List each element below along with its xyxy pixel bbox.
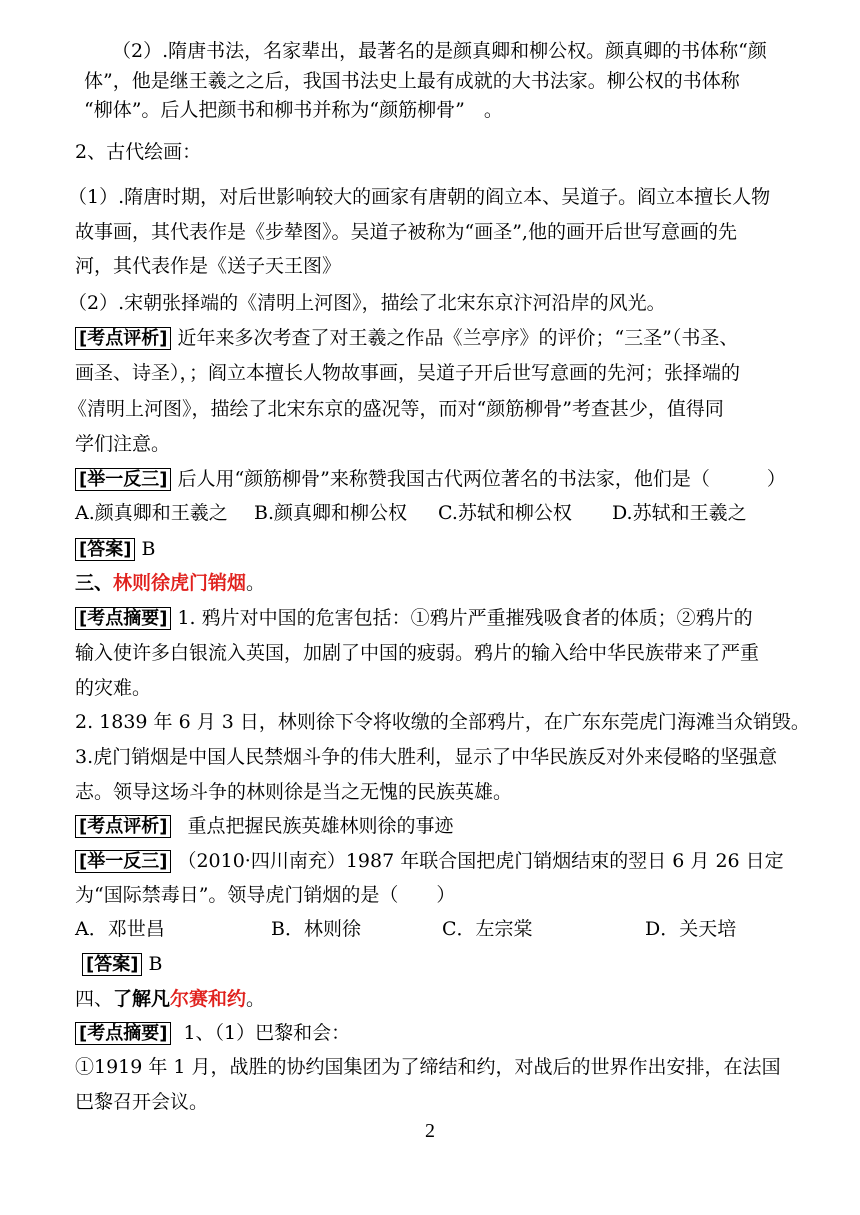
- paragraph-line: 3.虎门销烟是中国人民禁烟斗争的伟大胜利，显示了中华民族反对外来侵略的坚强意: [75, 746, 778, 768]
- paragraph-line: （1）.隋唐时期，对后世影响较大的画家有唐朝的阎立本、吴道子。阎立本擅长人物: [68, 186, 771, 208]
- option-b: B．林则徐: [271, 918, 361, 940]
- paragraph-line: 巴黎召开会议。: [75, 1091, 209, 1113]
- paragraph-line: （2）.隋唐书法，名家辈出，最著名的是颜真卿和柳公权。颜真卿的书体称“颜: [112, 40, 767, 62]
- section-heading: 2、古代绘画：: [75, 141, 202, 163]
- question-tag: [举一反三]: [75, 468, 171, 491]
- section-prefix: 四、: [75, 988, 114, 1010]
- question-text: （2010·四川南充）1987 年联合国把虎门销烟结束的翌日 6 月 26 日定: [177, 850, 784, 872]
- option-a: A.颜真卿和王羲之: [75, 502, 228, 524]
- question-tag: [举一反三]: [75, 850, 171, 873]
- summary-tag: [考点摘要]: [75, 607, 171, 630]
- paragraph-line: 河，其代表作是《送子天王图》: [75, 255, 342, 277]
- paragraph-line: 为“国际禁毒日”。领导虎门销烟的是（ ）: [75, 884, 456, 906]
- answer-value: B: [148, 953, 163, 975]
- summary-line: [75, 605, 753, 632]
- option-d: D.苏轼和王羲之: [612, 502, 747, 524]
- paragraph-line: 故事画，其代表作是《步辇图》。吴道子被称为“画圣”,他的画开后世写意画的先: [75, 221, 737, 243]
- paragraph-line: 《清明上河图》，描绘了北宋东京的盛况等，而对“颜筋柳骨”考查甚少，值得同: [68, 398, 724, 420]
- option-d: D．关天培: [645, 918, 737, 940]
- answer-tag: [答案]: [75, 538, 135, 561]
- paragraph-line: 画圣、诗圣），；阎立本擅长人物故事画，吴道子开后世写意画的先河；张择端的: [75, 362, 741, 384]
- summary-line: [75, 1020, 350, 1047]
- summary-tag: [考点摘要]: [75, 1022, 171, 1045]
- evaluation-tag: [考点评析]: [75, 815, 171, 838]
- section-pre-title: 了解凡: [113, 988, 171, 1010]
- paragraph-line: 体”，他是继王羲之之后，我国书法史上最有成就的大书法家。柳公权的书体称: [84, 70, 740, 92]
- section-title: [75, 986, 265, 1012]
- paragraph-line: ①1919 年 1 月，战胜的协约国集团为了缔结和约，对战后的世界作出安排，在法国: [75, 1056, 781, 1078]
- paragraph-line: 志。领导这场斗争的林则徐是当之无愧的民族英雄。: [75, 781, 513, 803]
- section-title-red: 尔赛和约: [170, 988, 247, 1010]
- summary-text: 1、（1）巴黎和会：: [183, 1022, 351, 1044]
- option-c: C．左宗棠: [442, 918, 533, 940]
- section-title-red: 林则徐虎门销烟: [113, 572, 247, 594]
- option-c: C.苏轼和柳公权: [438, 502, 572, 524]
- paragraph-line: 2. 1839 年 6 月 3 日，林则徐下令将收缴的全部鸦片，在广东东莞虎门海滩当众销毁。: [75, 711, 810, 733]
- evaluation-text: 近年来多次考查了对王羲之作品《兰亭序》的评价；“三圣”（书圣、: [177, 327, 739, 349]
- paragraph-line: 学们注意。: [75, 433, 171, 455]
- evaluation-line: [75, 325, 738, 352]
- page-number: 2: [425, 1120, 435, 1142]
- option-a: A．邓世昌: [75, 918, 165, 940]
- answer-value: B: [141, 538, 156, 560]
- question-line: [75, 848, 784, 875]
- answer-tag: [答案]: [82, 953, 142, 976]
- section-prefix: 三、: [75, 572, 114, 594]
- answer-line: [75, 536, 155, 563]
- paragraph-line: 输入使许多白银流入英国，加剧了中国的疲弱。鸦片的输入给中华民族带来了严重: [75, 642, 760, 664]
- evaluation-tag: [考点评析]: [75, 327, 171, 350]
- evaluation-text: 重点把握民族英雄林则徐的事迹: [187, 815, 454, 837]
- section-suffix: 。: [246, 572, 266, 594]
- paragraph-line: “柳体”。后人把颜书和柳书并称为“颜筋柳骨” 。: [84, 99, 503, 121]
- paragraph-line: （2）.宋朝张择端的《清明上河图》，描绘了北宋东京汴河沿岸的风光。: [68, 292, 666, 314]
- evaluation-line: [75, 813, 453, 840]
- paragraph-line: 的灾难。: [75, 677, 152, 699]
- section-title: [75, 570, 265, 596]
- option-b: B.颜真卿和柳公权: [254, 502, 408, 524]
- summary-text: 1. 鸦片对中国的危害包括：①鸦片严重摧残吸食者的体质；②鸦片的: [177, 607, 753, 629]
- section-suffix: 。: [246, 988, 266, 1010]
- question-line: [75, 466, 786, 493]
- answer-line: [82, 951, 162, 978]
- question-text: 后人用“颜筋柳骨”来称赞我国古代两位著名的书法家，他们是（ ）: [177, 468, 786, 490]
